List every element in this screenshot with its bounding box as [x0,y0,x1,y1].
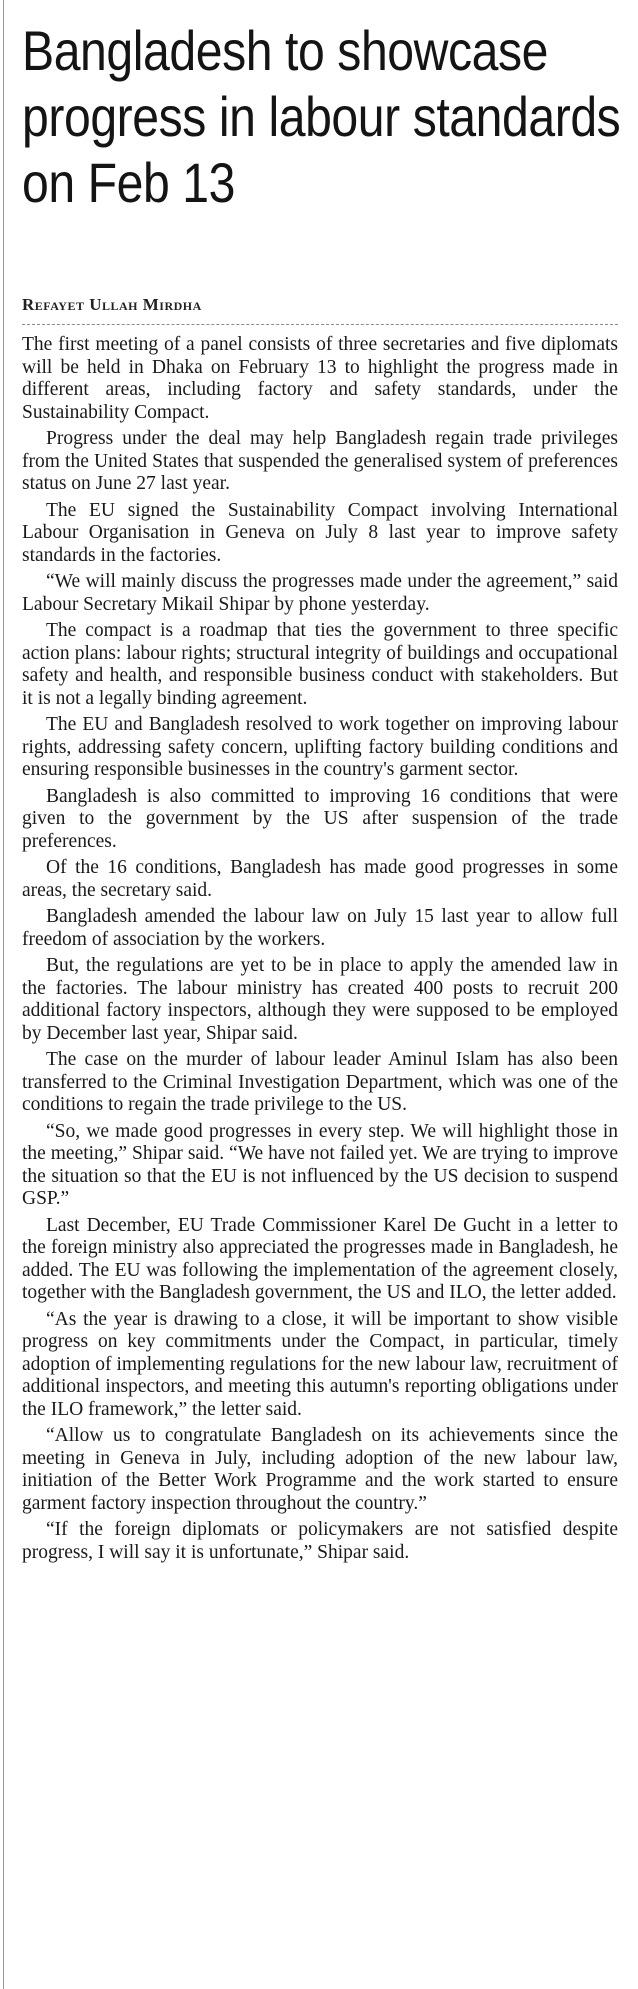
paragraph: “So, we made good progresses in every step. We will highlight those in the meeting,” Shipar said. “We have not failed yet. We are trying to improve the situation so that the EU is not influenced by the US decision to suspend GSP.” [22,1120,618,1209]
paragraph: Last December, EU Trade Commissioner Karel De Gucht in a letter to the foreign ministry also appreciated the progresses made in Bangladesh, he added. The EU was following the implementation of the agreement closely, together with the Bangladesh government, the US and ILO, the letter added. [22,1214,618,1303]
paragraph: “Allow us to congratulate Bangladesh on its achievements since the meeting in Geneva in July, including adoption of the new labour law, initiation of the Better Work Programme and the work started to ensure garment factory inspection throughout the country.” [22,1425,618,1514]
article [22,18,621,1568]
paragraph: Of the 16 conditions, Bangladesh has made good progresses in some areas, the secretary said. [22,857,618,901]
byline: Refayet Ullah Mirdha [22,295,202,314]
byline-divider [22,324,618,325]
paragraph: “If the foreign diplomats or policymakers are not satisfied despite progress, I will say it is unfortunate,” Shipar said. [22,1519,618,1563]
paragraph: “We will mainly discuss the progresses made under the agreement,” said Labour Secretary Mikail Shipar by phone yesterday. [22,571,618,615]
paragraph: The first meeting of a panel consists of three secretaries and five diplomats will be held in Dhaka on February 13 to highlight the progress made in different areas, including factory and safety standards, under the Sustainability Compact. [22,334,618,423]
paragraph: The EU and Bangladesh resolved to work together on improving labour rights, addressing safety concern, uplifting factory building conditions and ensuring responsible businesses in the country's garment sector. [22,714,618,780]
paragraph: The EU signed the Sustainability Compact involving International Labour Organisation in Geneva on July 8 last year to improve safety standards in the factories. [22,499,618,566]
paragraph: Progress under the deal may help Bangladesh regain trade privileges from the United States that suspended the generalised system of preferences status on June 27 last year. [22,428,618,494]
column-rule [3,0,4,1989]
paragraph: “As the year is drawing to a close, it will be important to show visible progress on key commitments under the Compact, in particular, timely adoption of implementing regulations for the new labour law, recruitment of additional inspectors, and meeting this autumn's reporting obligations under the ILO framework,” the letter said. [22,1308,618,1420]
paragraph: The compact is a roadmap that ties the government to three specific action plans: labour rights; structural integrity of buildings and occupational safety and health, and responsible business conduct with stakeholders. But it is not a legally binding agreement. [22,620,618,709]
paragraph: But, the regulations are yet to be in place to apply the amended law in the factories. The labour ministry has created 400 posts to recruit 200 additional factory inspectors, although they were supposed to be employed by December last year, Shipar said. [22,955,618,1044]
paragraph: The case on the murder of labour leader Aminul Islam has also been transferred to the Criminal Investigation Department, which was one of the conditions to regain the trade privilege to the US. [22,1049,618,1115]
headline: Bangladesh to showcase progress in labour standards on Feb 13 [22,19,621,214]
paragraph: Bangladesh amended the labour law on July 15 last year to allow full freedom of association by the workers. [22,906,618,950]
article-body [22,334,618,1564]
paragraph: Bangladesh is also committed to improving 16 conditions that were given to the government by the US after suspension of the trade preferences. [22,785,618,852]
